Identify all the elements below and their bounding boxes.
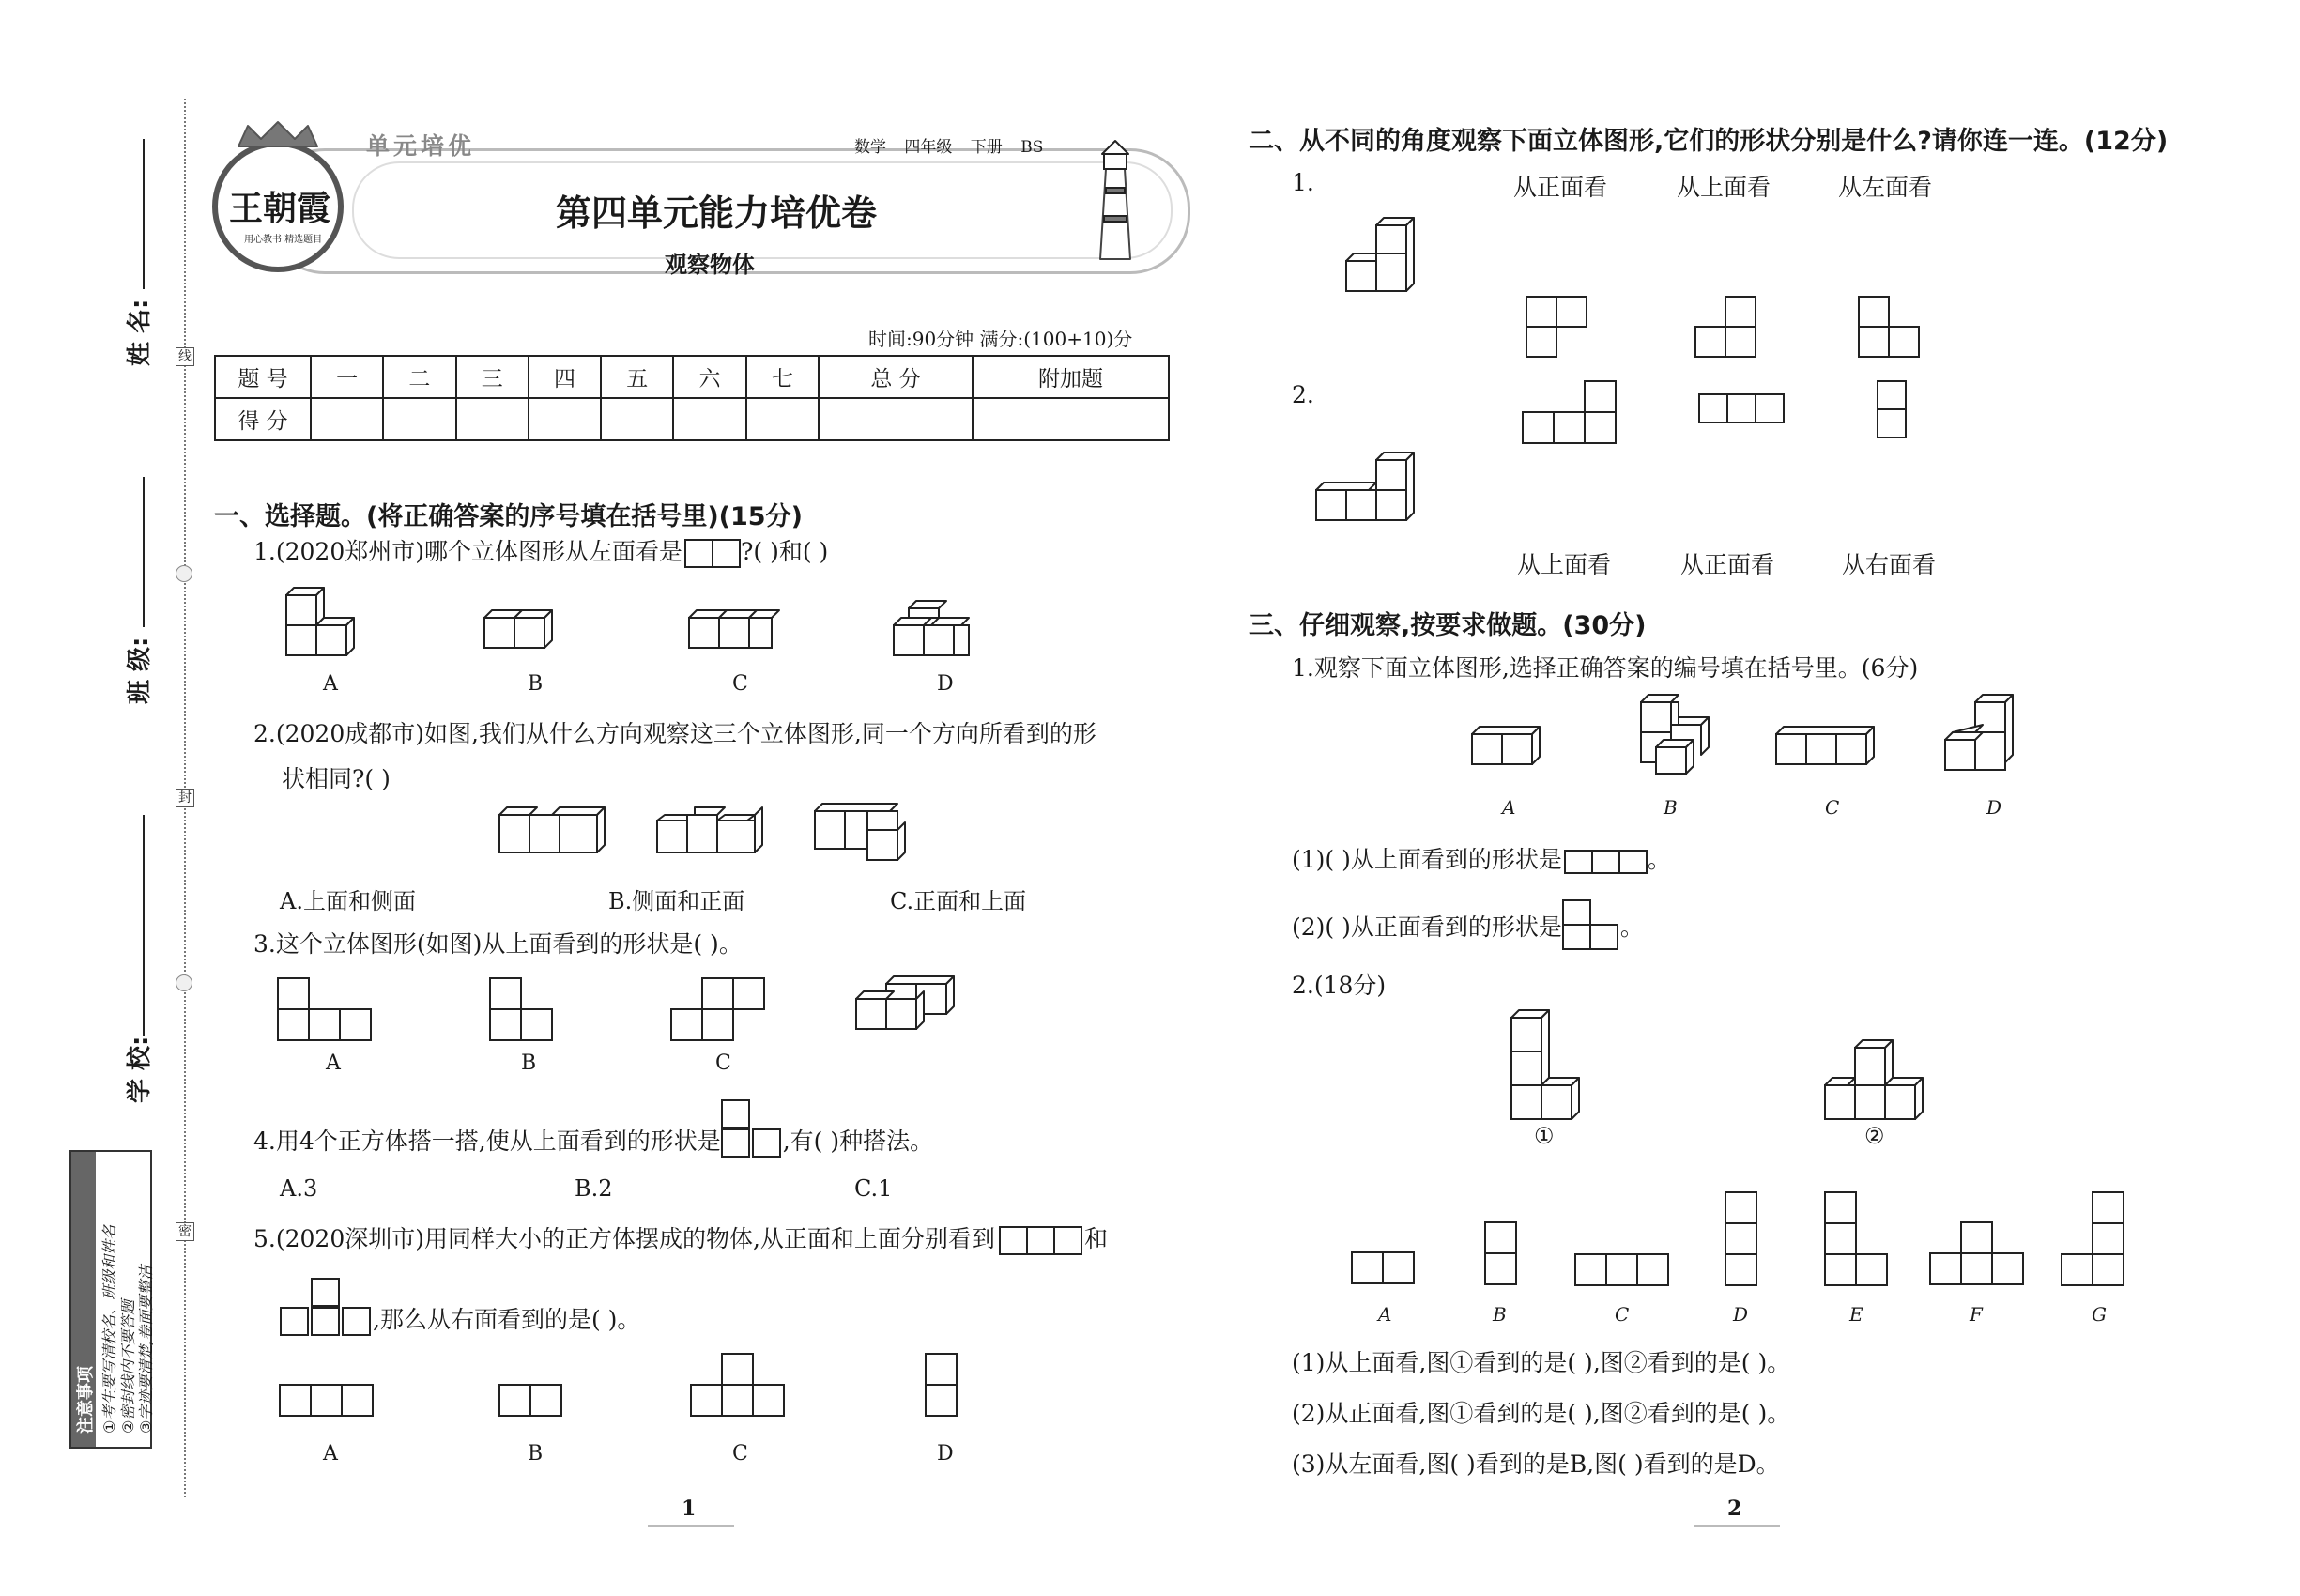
score-head-label: 题 号 (215, 356, 311, 398)
s1-q2-line2: 状相同?( ) (282, 765, 391, 792)
s2-q1-figure (1346, 218, 1431, 302)
series-label: 单元培优 (366, 132, 476, 160)
s3-q2-opt-a (1352, 1252, 1427, 1290)
score-cell[interactable] (383, 398, 455, 440)
name-label: 姓 名: (126, 299, 154, 366)
s1-q3-label-a: A (326, 1051, 341, 1075)
seal-mark-2: 封 (176, 789, 194, 807)
s3-q2-opt-d (1725, 1192, 1763, 1296)
s1-q4-option-b: B.2 (575, 1175, 613, 1202)
s3-q2-sub3: (3)从左面看,图( )看到的是B,图( )看到的是D。 (1292, 1450, 1780, 1478)
score-cell[interactable] (311, 398, 383, 440)
s3-q1-fig-d (1945, 695, 2030, 779)
s1-q3-label-c: C (715, 1051, 731, 1075)
s3-q1-sub2 (1292, 909, 1644, 943)
page-ornament-1 (648, 1525, 734, 1527)
section2-heading: 二、从不同的角度观察下面立体图形,它们的形状分别是什么?请你连一连。(12分) (1249, 127, 2169, 156)
s3-q2-sub2: (2)从正面看,图①看到的是( ),图②看到的是( )。 (1292, 1400, 1791, 1427)
s2-q1-opt-2 (1695, 297, 1771, 362)
s1-q4-pre: 4.用4个正方体搭一搭,使从上面看到的形状是 (253, 1128, 721, 1155)
s3-q1-label-d: D (1986, 796, 2002, 819)
score-head-bonus: 附加题 (973, 356, 1169, 398)
s3-q2-sub1: (1)从上面看,图①看到的是( ),图②看到的是( )。 (1292, 1349, 1791, 1376)
s3-q1-sub1 (1292, 841, 1671, 875)
s3-q2-opt-e (1825, 1192, 1900, 1296)
s2-q1-opt-3 (1859, 297, 1934, 362)
s1-q5-shape-top (280, 1307, 373, 1336)
seal-mark-1: 线 (176, 347, 194, 366)
s3-q2-opt-c (1575, 1254, 1679, 1292)
score-cell[interactable] (819, 398, 973, 440)
s1-q1-label-b: B (528, 672, 544, 696)
subject-line: 数学 四年级 下册 BS (854, 138, 1044, 157)
score-cell[interactable] (746, 398, 819, 440)
s3-q1-sub2-end: 。 (1619, 913, 1644, 941)
page-number-2: 2 (1727, 1496, 1742, 1521)
s1-q5-label-b: B (528, 1442, 544, 1466)
score-head-5: 五 (601, 356, 673, 398)
s2-q2-view-front: 从正面看 (1680, 551, 1775, 578)
notice-item-2: ②密封线内不要答题 (119, 1299, 137, 1434)
crown-icon (235, 120, 321, 148)
brand-name: 王朝霞 (229, 189, 331, 228)
s1-q2-line1: 2.(2020成都市)如图,我们从什么方向观察这三个立体图形,同一个方向所看到的形 (253, 720, 1096, 747)
page-ornament-2 (1694, 1525, 1780, 1527)
s1-q1-label-a: A (323, 672, 338, 696)
brand-logo (212, 141, 344, 272)
s2-q2-view-right: 从右面看 (1842, 551, 1937, 578)
s2-q1-view-left: 从左面看 (1838, 174, 1933, 201)
s1-q5-mid: 和 (1083, 1225, 1108, 1252)
s3-q2-fig-label-2: ② (1864, 1123, 1885, 1149)
s1-q2-fig-3 (815, 804, 928, 869)
s2-q1-view-front: 从正面看 (1513, 174, 1608, 201)
binding-hole-2 (176, 974, 192, 991)
score-cell[interactable] (973, 398, 1169, 440)
score-table (214, 355, 1170, 441)
score-head-1: 一 (311, 356, 383, 398)
s2-q1-opt-1 (1526, 297, 1602, 362)
s3-q1-label-a: A (1502, 796, 1516, 819)
time-info: 时间:90分钟 满分:(100+10)分 (868, 328, 1133, 350)
s2-q2-opt-1 (1523, 381, 1626, 447)
s1-q1-label-c: C (732, 672, 748, 696)
s1-q5-label-c: C (732, 1442, 748, 1466)
s2-q2-figure (1316, 453, 1419, 528)
s1-q2-fig-1 (499, 807, 612, 864)
score-head-7: 七 (746, 356, 819, 398)
s1-q1-text (253, 533, 828, 568)
s3-q2-label-b: B (1493, 1303, 1507, 1326)
section3-heading: 三、仔细观察,按要求做题。(30分) (1249, 611, 1647, 640)
s1-q1-fig-b (484, 610, 569, 667)
s3-q1-sub2-shape (1562, 916, 1620, 943)
s1-q1-shape (684, 538, 739, 568)
page-number-1: 1 (682, 1496, 697, 1521)
s1-q2-fig-2 (657, 807, 770, 864)
s3-q1-sub2-text: (2)( )从正面看到的形状是 (1292, 913, 1562, 941)
s1-q4-option-c: C.1 (854, 1175, 893, 1202)
s1-q4-text (253, 1123, 933, 1158)
score-cell[interactable] (673, 398, 745, 440)
score-cell[interactable] (456, 398, 529, 440)
s1-q4-shape (721, 1128, 783, 1158)
s1-q5-opt-d (926, 1354, 963, 1420)
class-line (143, 477, 145, 627)
seal-mark-3: 密 (176, 1222, 194, 1241)
s1-q3-opt-c (671, 978, 774, 1044)
s1-q1-fig-a (286, 588, 361, 663)
s3-q2-label-d: D (1733, 1303, 1749, 1326)
s3-q2-label-a: A (1378, 1303, 1392, 1326)
s1-q4-post: ,有( )种搭法。 (782, 1128, 934, 1155)
s2-q1-view-top: 从上面看 (1677, 174, 1771, 201)
s3-q2-label-c: C (1615, 1303, 1630, 1326)
s1-q5-shape-front (999, 1225, 1081, 1255)
s1-q5-label-d: D (937, 1442, 954, 1466)
binding-hole-1 (176, 565, 192, 582)
s1-q5-label-a: A (323, 1442, 338, 1466)
score-cell[interactable] (529, 398, 601, 440)
s1-q4-option-a: A.3 (280, 1175, 318, 1202)
s1-q3-opt-a (278, 978, 381, 1044)
s1-q2-option-a: A.上面和侧面 (280, 888, 416, 914)
s1-q3-text: 3.这个立体图形(如图)从上面看到的形状是( )。 (253, 930, 743, 958)
s2-q2-opt-3 (1878, 381, 1915, 447)
s3-q2-opt-b (1485, 1222, 1523, 1288)
school-line (143, 815, 145, 1036)
s3-q1-sub1-text: (1)( )从上面看到的形状是 (1292, 846, 1562, 873)
s1-q1-pre: 1.(2020郑州市)哪个立体图形从左面看是 (253, 538, 682, 565)
s3-q1-sub1-shape (1564, 846, 1646, 874)
name-line (143, 139, 145, 289)
s1-q5-opt-b (499, 1385, 575, 1422)
s1-q3-opt-b (490, 978, 565, 1044)
s3-q1-sub1-end: 。 (1647, 846, 1671, 873)
s2-q2-num: 2. (1292, 381, 1314, 408)
s3-q1-label-b: B (1664, 796, 1678, 819)
s3-q2-fig-2 (1825, 1040, 1938, 1125)
class-label: 班 级: (126, 637, 154, 704)
s3-q1-fig-b (1641, 695, 1725, 779)
score-head-6: 六 (673, 356, 745, 398)
score-head-3: 三 (456, 356, 529, 398)
score-row-label: 得 分 (215, 398, 311, 440)
s1-q2-option-c: C.正面和上面 (890, 888, 1027, 914)
score-cell[interactable] (601, 398, 673, 440)
s1-q1-fig-c (689, 610, 783, 667)
s3-q1-label-c: C (1825, 796, 1840, 819)
s1-q3-label-b: B (521, 1051, 537, 1075)
score-head-2: 二 (383, 356, 455, 398)
s3-q2-opt-g (2062, 1192, 2137, 1296)
s1-q1-label-d: D (937, 672, 954, 696)
score-head-total: 总 分 (819, 356, 973, 398)
paper-title: 第四单元能力培优卷 (556, 192, 878, 234)
s1-q5-pre: 5.(2020深圳市)用同样大小的正方体摆成的物体,从正面和上面分别看到 (253, 1225, 995, 1252)
notice-item-1: ①考生要写清校名、班级和姓名 (100, 1224, 118, 1434)
notice-box (69, 1150, 155, 1449)
s1-q1-fig-d (894, 601, 988, 667)
s2-q1-num: 1. (1292, 169, 1314, 196)
s3-q2-opt-f (1930, 1222, 2033, 1288)
brand-tagline: 用心教书 精选题目 (244, 235, 323, 245)
s1-q5-opt-c (691, 1354, 794, 1420)
score-head-4: 四 (529, 356, 601, 398)
s3-q2-text: 2.(18分) (1292, 972, 1387, 999)
paper-subtitle: 观察物体 (665, 252, 755, 278)
s3-q2-fig-1 (1511, 1010, 1596, 1123)
s1-q5-post: ,那么从右面看到的是( )。 (373, 1306, 641, 1333)
s1-q1-post: ?( )和( ) (740, 538, 829, 565)
s2-q2-view-top: 从上面看 (1517, 551, 1612, 578)
s3-q1-fig-a (1472, 727, 1556, 774)
s3-q2-label-g: G (2092, 1303, 2107, 1326)
s3-q1-text: 1.观察下面立体图形,选择正确答案的编号填在括号里。(6分) (1292, 654, 1919, 682)
s1-q5-text2 (280, 1301, 640, 1336)
s3-q2-fig-label-1: ① (1534, 1123, 1555, 1149)
s2-q2-opt-2 (1699, 394, 1793, 432)
s1-q3-figure (856, 976, 978, 1042)
s3-q2-label-f: F (1970, 1303, 1983, 1326)
s3-q2-label-e: E (1849, 1303, 1863, 1326)
section1-heading: 一、选择题。(将正确答案的序号填在括号里)(15分) (214, 502, 803, 531)
notice-title: 注意事项 (76, 1366, 96, 1434)
s3-q1-fig-c (1776, 727, 1889, 774)
s1-q5-text (253, 1220, 1108, 1255)
notice-item-3: ③字迹要清楚,卷面要整洁 (137, 1265, 155, 1434)
s1-q5-opt-a (280, 1385, 383, 1422)
school-label: 学 校: (126, 1036, 154, 1103)
s1-q2-option-b: B.侧面和正面 (608, 888, 745, 914)
